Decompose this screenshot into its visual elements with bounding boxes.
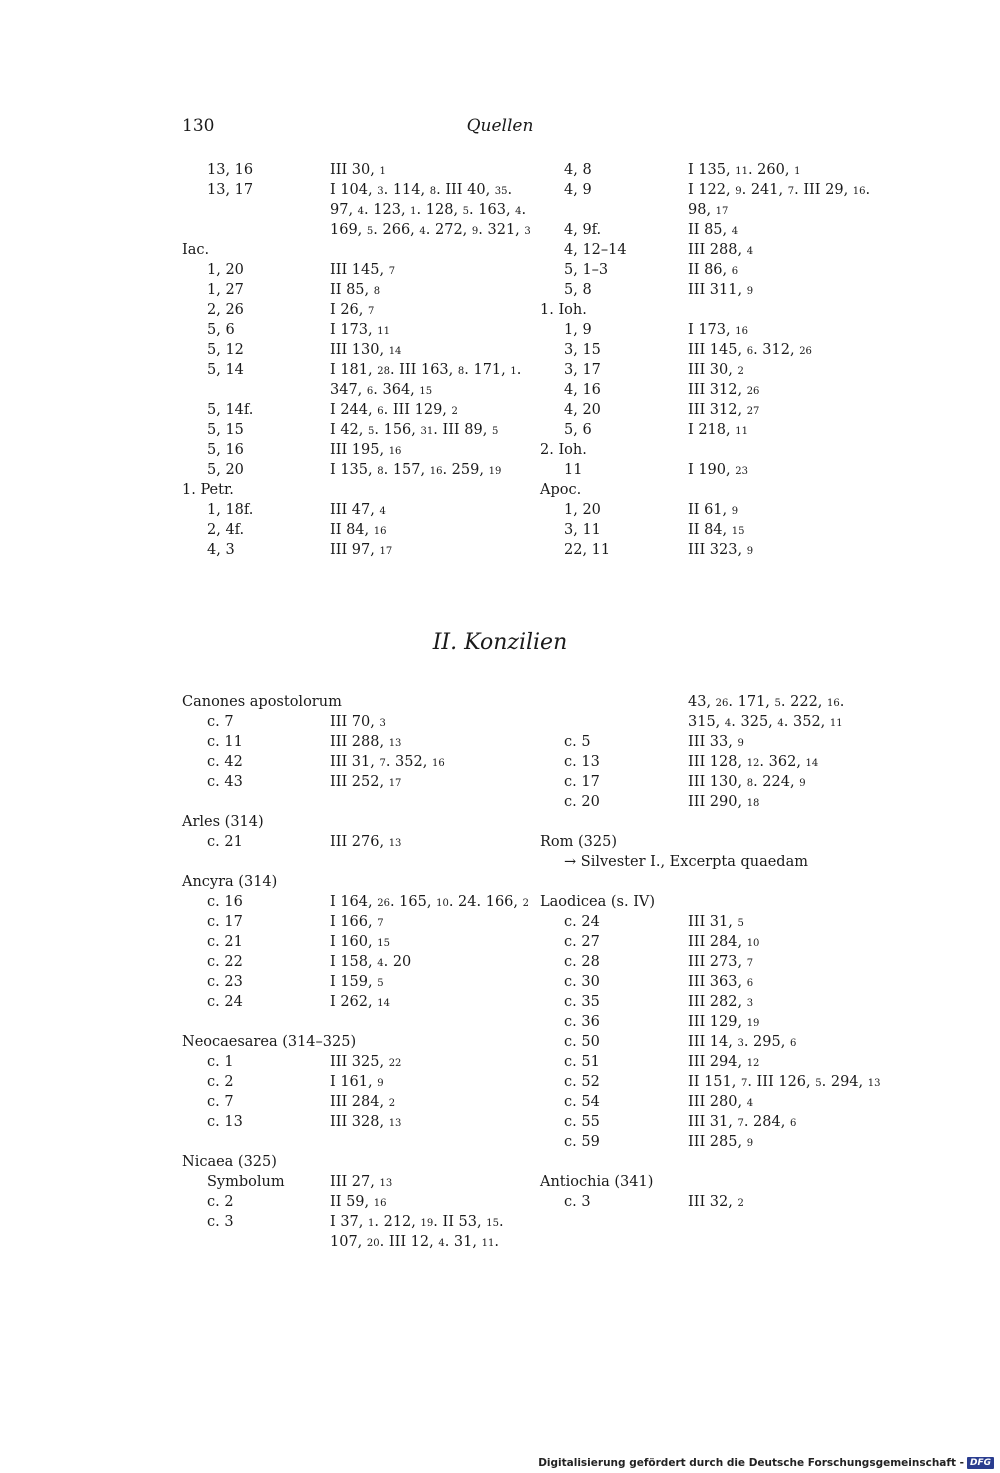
entry-reference: I 262, 14	[330, 994, 390, 1010]
entry-reference: I 164, 26. 165, 10. 24. 166, 2	[330, 894, 529, 910]
entry-label: c. 28	[564, 954, 600, 970]
entry-label: 5, 15	[207, 422, 244, 438]
entry-label: 2, 26	[207, 302, 244, 318]
entry-reference: III 273, 7	[688, 954, 754, 970]
entry-reference: III 284, 2	[330, 1094, 396, 1110]
entry-label: c. 55	[564, 1114, 600, 1130]
entry-reference: I 159, 5	[330, 974, 384, 990]
entry-label: c. 30	[564, 974, 600, 990]
footer-text: Digitalisierung gefördert durch die Deutsche Forschungsgemeinschaft -	[538, 1457, 964, 1469]
entry-label: 11	[564, 462, 583, 478]
dfg-logo-icon: DFG	[967, 1457, 994, 1469]
entry-label: c. 59	[564, 1134, 600, 1150]
entry-reference: III 145, 7	[330, 262, 396, 278]
entry-reference: III 47, 4	[330, 502, 386, 518]
entry-label: 5, 6	[564, 422, 592, 438]
heading-label: Ancyra (314)	[182, 874, 278, 890]
entry-label: c. 50	[564, 1034, 600, 1050]
heading-label: Apoc.	[540, 482, 582, 498]
entry-reference: II 84, 15	[688, 522, 745, 538]
entry-label: c. 24	[564, 914, 600, 930]
heading-label: Arles (314)	[182, 814, 264, 830]
entry-reference: III 280, 4	[688, 1094, 754, 1110]
entry-reference: I 158, 4. 20	[330, 954, 412, 970]
entry-label: 5, 14	[207, 362, 244, 378]
entry-label: c. 23	[207, 974, 243, 990]
entry-label: c. 17	[207, 914, 243, 930]
entry-reference: 97, 4. 123, 1. 128, 5. 163, 4.	[330, 202, 527, 218]
footer	[538, 1457, 994, 1469]
section-title: II. Konzilien	[432, 630, 568, 655]
heading-label: Neocaesarea (314–325)	[182, 1034, 357, 1050]
entry-label: c. 21	[207, 834, 243, 850]
entry-label: 3, 15	[564, 342, 601, 358]
entry-reference: II 61, 9	[688, 502, 739, 518]
entry-label: 1, 9	[564, 322, 592, 338]
entry-label: c. 52	[564, 1074, 600, 1090]
entry-reference: III 328, 13	[330, 1114, 402, 1130]
heading-label: 1. Petr.	[182, 482, 234, 498]
entry-reference: III 284, 10	[688, 934, 760, 950]
page-number: 130	[182, 116, 215, 136]
entry-label: c. 36	[564, 1014, 600, 1030]
entry-label: 4, 9f.	[564, 222, 602, 238]
entry-label: 4, 9	[564, 182, 592, 198]
entry-label: 4, 16	[564, 382, 601, 398]
entry-label: c. 13	[564, 754, 600, 770]
entry-reference: I 161, 9	[330, 1074, 384, 1090]
entry-reference: III 363, 6	[688, 974, 754, 990]
entry-label: c. 27	[564, 934, 600, 950]
entry-reference: III 32, 2	[688, 1194, 744, 1210]
entry-label: c. 51	[564, 1054, 600, 1070]
entry-reference: I 42, 5. 156, 31. III 89, 5	[330, 422, 499, 438]
entry-reference: III 97, 17	[330, 542, 393, 558]
entry-label: 13, 17	[207, 182, 254, 198]
entry-reference: III 294, 12	[688, 1054, 760, 1070]
entry-reference: 315, 4. 325, 4. 352, 11	[688, 714, 843, 730]
heading-label: 1. Ioh.	[540, 302, 587, 318]
entry-label: c. 13	[207, 1114, 243, 1130]
entry-reference: III 276, 13	[330, 834, 402, 850]
heading-label: Rom (325)	[540, 834, 617, 850]
entry-label: c. 43	[207, 774, 243, 790]
entry-label: 3, 17	[564, 362, 601, 378]
entry-label: 5, 8	[564, 282, 592, 298]
heading-label: Laodicea (s. IV)	[540, 894, 656, 910]
entry-label: c. 5	[564, 734, 591, 750]
entry-label: 5, 6	[207, 322, 235, 338]
entry-label: 4, 20	[564, 402, 601, 418]
entry-reference: I 244, 6. III 129, 2	[330, 402, 458, 418]
entry-label: c. 1	[207, 1054, 234, 1070]
entry-label: 4, 8	[564, 162, 592, 178]
entry-reference: 347, 6. 364, 15	[330, 382, 433, 398]
entry-label: c. 16	[207, 894, 243, 910]
entry-label: c. 20	[564, 794, 600, 810]
entry-reference: III 288, 4	[688, 242, 754, 258]
entry-reference: II 85, 4	[688, 222, 739, 238]
entry-reference: I 135, 11. 260, 1	[688, 162, 801, 178]
entry-label: c. 3	[207, 1214, 234, 1230]
entry-label: 1, 20	[207, 262, 244, 278]
entry-reference: III 31, 7. 352, 16	[330, 754, 445, 770]
heading-label: Antiochia (341)	[540, 1174, 654, 1190]
heading-label: Iac.	[182, 242, 210, 258]
entry-reference: III 325, 22	[330, 1054, 402, 1070]
entry-reference: III 312, 27	[688, 402, 760, 418]
entry-label: 4, 3	[207, 542, 235, 558]
entry-label: 5, 16	[207, 442, 244, 458]
entry-reference: II 59, 16	[330, 1194, 387, 1210]
entry-reference: I 26, 7	[330, 302, 375, 318]
entry-reference: III 282, 3	[688, 994, 754, 1010]
entry-reference: 169, 5. 266, 4. 272, 9. 321, 3	[330, 222, 531, 238]
entry-reference: III 195, 16	[330, 442, 402, 458]
entry-reference: I 181, 28. III 163, 8. 171, 1.	[330, 362, 522, 378]
entry-reference: 43, 26. 171, 5. 222, 16.	[688, 694, 845, 710]
entry-label: Symbolum	[207, 1174, 285, 1190]
entry-label: c. 7	[207, 1094, 234, 1110]
entry-reference: III 70, 3	[330, 714, 386, 730]
entry-reference: 98, 17	[688, 202, 729, 218]
entry-reference: I 104, 3. 114, 8. III 40, 35.	[330, 182, 513, 198]
entry-reference: III 311, 9	[688, 282, 754, 298]
entry-reference: III 312, 26	[688, 382, 760, 398]
entry-label: c. 21	[207, 934, 243, 950]
entry-label: 2, 4f.	[207, 522, 245, 538]
entry-reference: 107, 20. III 12, 4. 31, 11.	[330, 1234, 499, 1250]
heading-label: Nicaea (325)	[182, 1154, 277, 1170]
entry-reference: I 160, 15	[330, 934, 390, 950]
entry-reference: I 166, 7	[330, 914, 384, 930]
entry-label: c. 2	[207, 1194, 234, 1210]
running-head: Quellen	[466, 116, 534, 136]
entry-reference: III 285, 9	[688, 1134, 754, 1150]
entry-reference: I 173, 11	[330, 322, 390, 338]
entry-reference: I 173, 16	[688, 322, 748, 338]
entry-label: 4, 12–14	[564, 242, 627, 258]
heading-label: Canones apostolorum	[182, 694, 342, 710]
entry-reference: II 151, 7. III 126, 5. 294, 13	[688, 1074, 881, 1090]
entry-reference: III 129, 19	[688, 1014, 760, 1030]
entry-label: 1, 27	[207, 282, 244, 298]
entry-reference: III 323, 9	[688, 542, 754, 558]
entry-reference: III 128, 12. 362, 14	[688, 754, 819, 770]
entry-reference: III 30, 2	[688, 362, 744, 378]
entry-label: 1, 18f.	[207, 502, 254, 518]
entry-label: 5, 14f.	[207, 402, 254, 418]
entry-label: c. 17	[564, 774, 600, 790]
entry-label: 13, 16	[207, 162, 254, 178]
entry-reference: III 290, 18	[688, 794, 760, 810]
entry-reference: III 130, 8. 224, 9	[688, 774, 806, 790]
entry-reference: III 27, 13	[330, 1174, 393, 1190]
entry-reference: III 130, 14	[330, 342, 402, 358]
entry-label: c. 3	[564, 1194, 591, 1210]
entry-label: 5, 12	[207, 342, 244, 358]
entry-reference: I 218, 11	[688, 422, 748, 438]
entry-reference: I 190, 23	[688, 462, 748, 478]
entry-reference: III 252, 17	[330, 774, 402, 790]
entry-reference: III 288, 13	[330, 734, 402, 750]
entry-reference: III 31, 7. 284, 6	[688, 1114, 797, 1130]
entry-reference: II 85, 8	[330, 282, 381, 298]
entry-label: 1, 20	[564, 502, 601, 518]
entry-reference: III 30, 1	[330, 162, 386, 178]
entry-label: 5, 20	[207, 462, 244, 478]
entry-label: c. 24	[207, 994, 243, 1010]
entry-reference: I 122, 9. 241, 7. III 29, 16.	[688, 182, 871, 198]
entry-label: 3, 11	[564, 522, 601, 538]
entry-reference: III 33, 9	[688, 734, 744, 750]
entry-reference: I 37, 1. 212, 19. II 53, 15.	[330, 1214, 504, 1230]
entry-label: c. 7	[207, 714, 234, 730]
entry-reference: III 145, 6. 312, 26	[688, 342, 812, 358]
entry-reference: III 31, 5	[688, 914, 744, 930]
entry-label: c. 11	[207, 734, 243, 750]
entry-reference: II 84, 16	[330, 522, 387, 538]
entry-reference: I 135, 8. 157, 16. 259, 19	[330, 462, 502, 478]
entry-reference: III 14, 3. 295, 6	[688, 1034, 797, 1050]
entry-label: 5, 1–3	[564, 262, 609, 278]
entry-label: c. 2	[207, 1074, 234, 1090]
entry-label: c. 22	[207, 954, 243, 970]
heading-label: 2. Ioh.	[540, 442, 587, 458]
entry-reference: II 86, 6	[688, 262, 739, 278]
entry-label: c. 42	[207, 754, 243, 770]
entry-label: → Silvester I., Excerpta quaedam	[564, 854, 808, 870]
entry-label: c. 35	[564, 994, 600, 1010]
entry-label: 22, 11	[564, 542, 611, 558]
entry-label: c. 54	[564, 1094, 600, 1110]
